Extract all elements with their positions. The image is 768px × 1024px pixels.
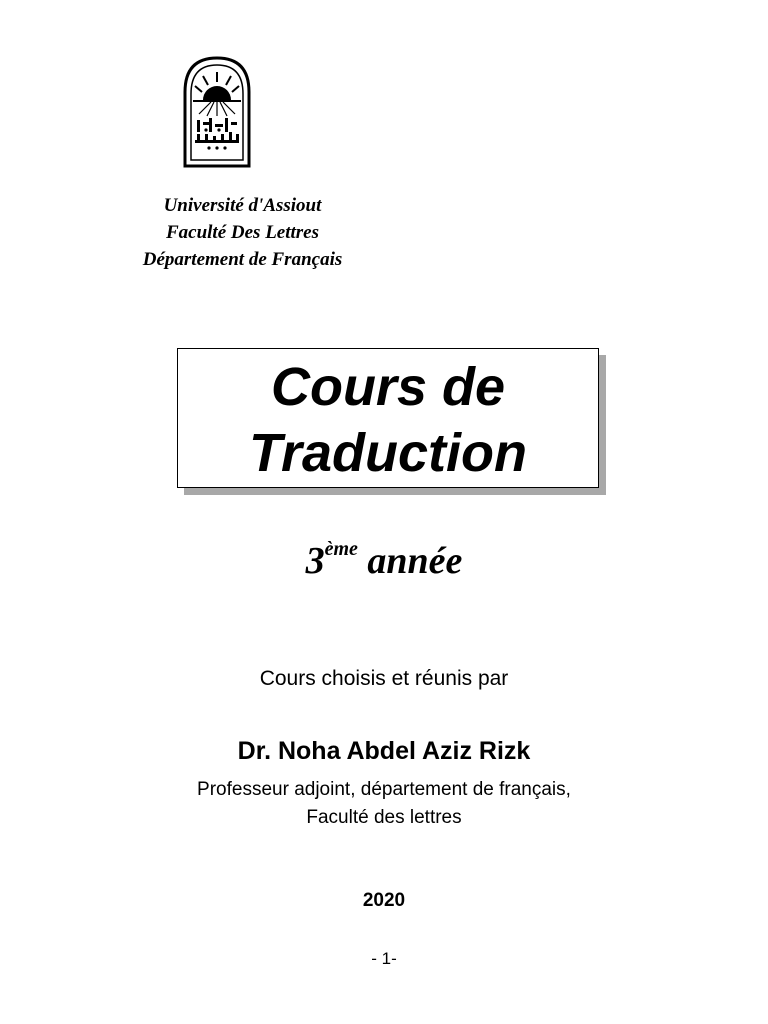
title-box — [177, 348, 599, 488]
page-number: - 1- — [371, 949, 397, 968]
department-name: Département de Français — [142, 249, 343, 270]
university-name: Université d'Assiout — [163, 195, 322, 216]
author-name: Dr. Noha Abdel Aziz Rizk — [237, 737, 531, 765]
compiled-by-text: Cours choisis et réunis par — [259, 667, 509, 690]
author-position: Professeur adjoint, département de français, — [197, 779, 571, 800]
course-level-word: année — [367, 540, 463, 582]
course-level-number: 3 — [305, 540, 325, 582]
author-faculty: Faculté des lettres — [306, 807, 462, 828]
university-emblem-icon — [181, 56, 253, 168]
title-line-1: Cours de — [270, 357, 506, 417]
publication-year: 2020 — [362, 890, 406, 911]
course-level-superscript: ème — [324, 538, 358, 561]
course-level — [0, 536, 768, 586]
faculty-name: Faculté Des Lettres — [165, 222, 320, 243]
title-line-2: Traduction — [248, 423, 527, 483]
